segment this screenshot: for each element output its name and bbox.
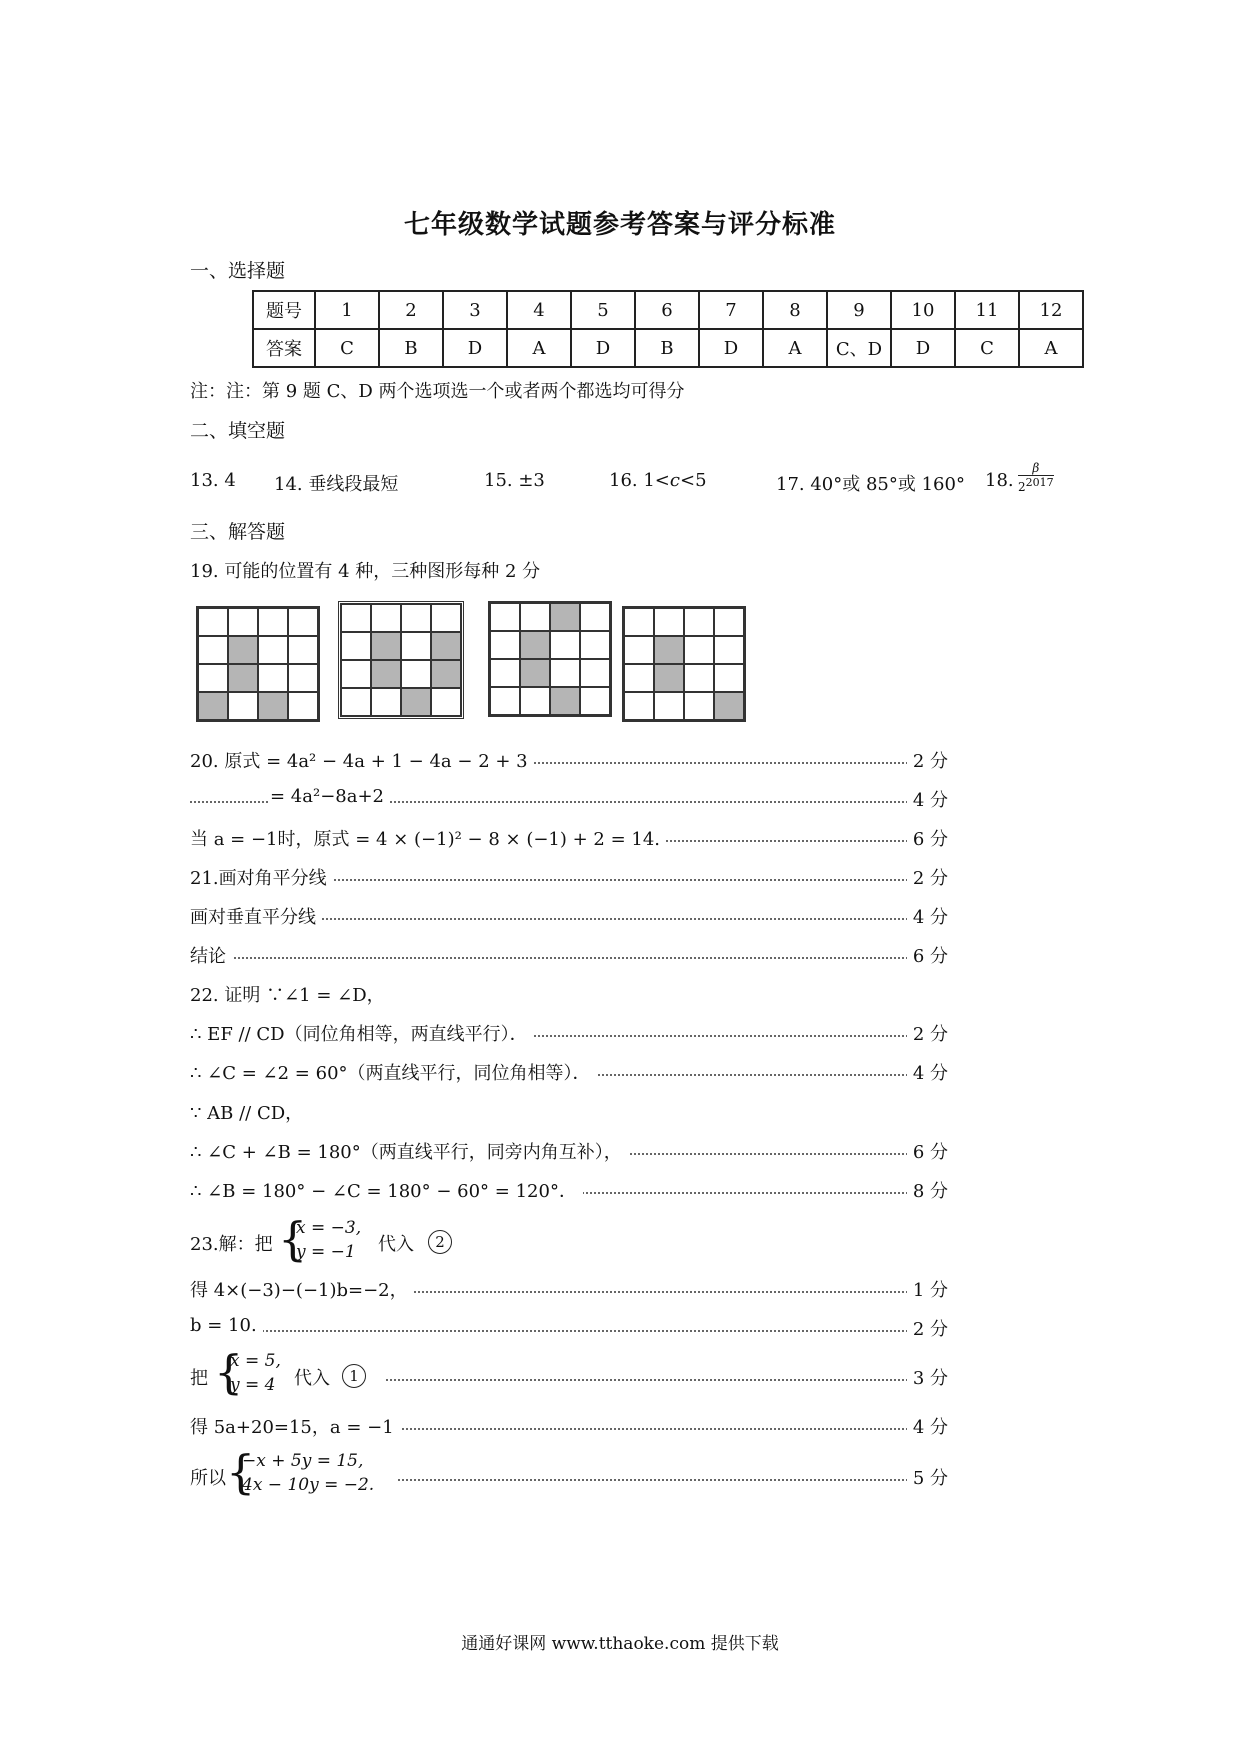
grid-cell xyxy=(580,659,610,687)
table-row-answers xyxy=(253,329,1083,367)
table-cell: 10 xyxy=(891,291,955,329)
section-heading-choice: 一、选择题 xyxy=(190,260,286,282)
grid-cell xyxy=(684,664,714,692)
grid-cell-shaded xyxy=(654,636,684,664)
table-cell: 11 xyxy=(955,291,1019,329)
circled-number-2: 2 xyxy=(428,1230,452,1254)
table-cell: A xyxy=(1019,329,1083,367)
score-line: ∴ EF // CD（同位角相等，两直线平行）． 2 分 xyxy=(190,1020,948,1050)
score-line: 21.画对角平分线 2 分 xyxy=(190,864,948,894)
grid-cell xyxy=(684,608,714,636)
score-line: 画对垂直平分线 4 分 xyxy=(190,903,948,933)
grid-cell xyxy=(228,692,258,720)
grid-cell xyxy=(490,659,520,687)
q19-grid-1 xyxy=(196,606,320,722)
choice-answer-table xyxy=(252,290,1084,368)
footer-credit: 通通好课网 www.tthaoke.com 提供下载 xyxy=(461,1634,779,1654)
grid-cell xyxy=(520,603,550,631)
fraction-denominator: $2^{2017}$ xyxy=(1018,476,1054,494)
table-header-answer: 答案 xyxy=(253,329,315,367)
score-line: ∴ ∠C = ∠2 = 60°（两直线平行，同位角相等）． 4 分 xyxy=(190,1059,948,1089)
table-cell: 4 xyxy=(507,291,571,329)
fraction-numerator: β xyxy=(1018,461,1054,476)
grid-cell xyxy=(714,608,744,636)
grid-cell-shaded xyxy=(431,660,461,688)
fill-answer-18-fraction xyxy=(1018,461,1054,494)
score-line: 结论 6 分 xyxy=(190,942,948,972)
grid-cell-shaded xyxy=(371,632,401,660)
grid-cell-shaded xyxy=(198,692,228,720)
grid-cell xyxy=(654,692,684,720)
q22-given: ∵ AB // CD， xyxy=(190,1103,304,1124)
grid-cell-shaded xyxy=(520,631,550,659)
grid-cell xyxy=(371,604,401,632)
table-cell: D xyxy=(891,329,955,367)
fill-answer-13: 13. 4 xyxy=(190,470,236,491)
grid-cell xyxy=(550,659,580,687)
table-cell: 8 xyxy=(763,291,827,329)
score-line: 得 5a+20=15，a = −1 4 分 xyxy=(190,1413,948,1443)
grid-cell xyxy=(258,664,288,692)
fill-answer-15: 15. ±3 xyxy=(484,470,545,491)
grid-cell xyxy=(431,688,461,716)
grid-cell-shaded xyxy=(228,664,258,692)
grid-cell xyxy=(401,660,431,688)
grid-cell xyxy=(684,692,714,720)
score-line: 得 4×(−3)−(−1)b=−2， 1 分 xyxy=(190,1276,948,1306)
grid-cell xyxy=(198,636,228,664)
grid-cell xyxy=(288,692,318,720)
grid-cell xyxy=(228,608,258,636)
q19-grid-3 xyxy=(488,601,612,717)
grid-cell-shaded xyxy=(550,687,580,715)
table-cell: 12 xyxy=(1019,291,1083,329)
table-cell: D xyxy=(699,329,763,367)
grid-cell xyxy=(341,604,371,632)
fill-answer-18: 18. xyxy=(985,470,1014,491)
table-header-number: 题号 xyxy=(253,291,315,329)
table-cell: C xyxy=(315,329,379,367)
page-title: 七年级数学试题参考答案与评分标准 xyxy=(403,210,836,240)
table-cell: B xyxy=(379,329,443,367)
grid-cell xyxy=(520,687,550,715)
score-line: 所以 { −x + 5y = 15, 4x − 10y = −2. 5 分 xyxy=(190,1445,948,1499)
grid-cell xyxy=(401,632,431,660)
grid-cell xyxy=(624,692,654,720)
q19-grid-4 xyxy=(622,606,746,722)
grid-cell-shaded xyxy=(550,603,580,631)
grid-cell xyxy=(714,664,744,692)
grid-cell xyxy=(624,636,654,664)
table-cell: A xyxy=(507,329,571,367)
score-line: 当 a = −1时，原式 = 4 × (−1)² − 8 × (−1) + 2 = 14. 6 分 xyxy=(190,825,948,855)
choice-note: 注：注：第 9 题 C、D 两个选项选一个或者两个都选均可得分 xyxy=(190,381,685,402)
table-cell: B xyxy=(635,329,699,367)
score-line: 20. 原式 = 4a² − 4a + 1 − 4a − 2 + 3 2 分 xyxy=(190,747,948,777)
table-cell: C xyxy=(955,329,1019,367)
grid-cell xyxy=(258,636,288,664)
grid-cell xyxy=(654,608,684,636)
grid-cell xyxy=(258,608,288,636)
q22-premise: 22. 证明 ∵∠1 = ∠D， xyxy=(190,985,385,1006)
grid-cell xyxy=(580,631,610,659)
circled-number-1: 1 xyxy=(342,1364,366,1388)
grid-cell-shaded xyxy=(654,664,684,692)
grid-cell xyxy=(198,608,228,636)
grid-cell xyxy=(580,603,610,631)
section-heading-solve: 三、解答题 xyxy=(190,521,286,543)
table-cell: 6 xyxy=(635,291,699,329)
table-cell: 2 xyxy=(379,291,443,329)
grid-cell xyxy=(580,687,610,715)
table-cell: A xyxy=(763,329,827,367)
table-cell: 3 xyxy=(443,291,507,329)
grid-cell-shaded xyxy=(520,659,550,687)
fill-answer-17: 17. 40°或 85°或 160° xyxy=(776,474,965,495)
score-line: ∴ ∠B = 180° − ∠C = 180° − 60° = 120°． 8 分 xyxy=(190,1177,948,1207)
fill-answer-14: 14. 垂线段最短 xyxy=(274,474,399,495)
grid-cell xyxy=(341,688,371,716)
q19-text: 19. 可能的位置有 4 种，三种图形每种 2 分 xyxy=(190,561,541,582)
table-cell: 5 xyxy=(571,291,635,329)
grid-cell xyxy=(371,688,401,716)
table-cell: C、D xyxy=(827,329,891,367)
grid-cell-shaded xyxy=(401,688,431,716)
score-line: = 4a²−8a+2 4 分 xyxy=(190,786,948,816)
grid-cell xyxy=(624,664,654,692)
table-cell: 7 xyxy=(699,291,763,329)
table-cell: 9 xyxy=(827,291,891,329)
table-cell: 1 xyxy=(315,291,379,329)
grid-cell xyxy=(288,636,318,664)
grid-cell xyxy=(624,608,654,636)
grid-cell xyxy=(198,664,228,692)
grid-cell xyxy=(431,604,461,632)
fill-answer-16: 16. 1<c<5 xyxy=(609,470,707,491)
grid-cell xyxy=(288,664,318,692)
grid-cell-shaded xyxy=(371,660,401,688)
score-line: ∴ ∠C + ∠B = 180°（两直线平行，同旁内角互补）， 6 分 xyxy=(190,1138,948,1168)
grid-cell xyxy=(684,636,714,664)
table-row-numbers xyxy=(253,291,1083,329)
grid-cell xyxy=(288,608,318,636)
score-line: 把 { x = 5, y = 4 代入 1 3 分 xyxy=(190,1345,948,1399)
grid-cell xyxy=(550,631,580,659)
equation-brace: { xyxy=(278,1212,308,1266)
table-cell: D xyxy=(571,329,635,367)
grid-cell-shaded xyxy=(714,692,744,720)
section-heading-fill: 二、填空题 xyxy=(190,420,286,442)
grid-cell xyxy=(490,687,520,715)
score-line: b = 10. 2 分 xyxy=(190,1315,948,1340)
q19-grid-2 xyxy=(338,601,464,719)
grid-cell xyxy=(714,636,744,664)
grid-cell-shaded xyxy=(228,636,258,664)
table-cell: D xyxy=(443,329,507,367)
grid-cell xyxy=(341,632,371,660)
grid-cell xyxy=(341,660,371,688)
grid-cell xyxy=(401,604,431,632)
grid-cell xyxy=(490,631,520,659)
grid-cell-shaded xyxy=(431,632,461,660)
grid-cell-shaded xyxy=(258,692,288,720)
grid-cell xyxy=(490,603,520,631)
